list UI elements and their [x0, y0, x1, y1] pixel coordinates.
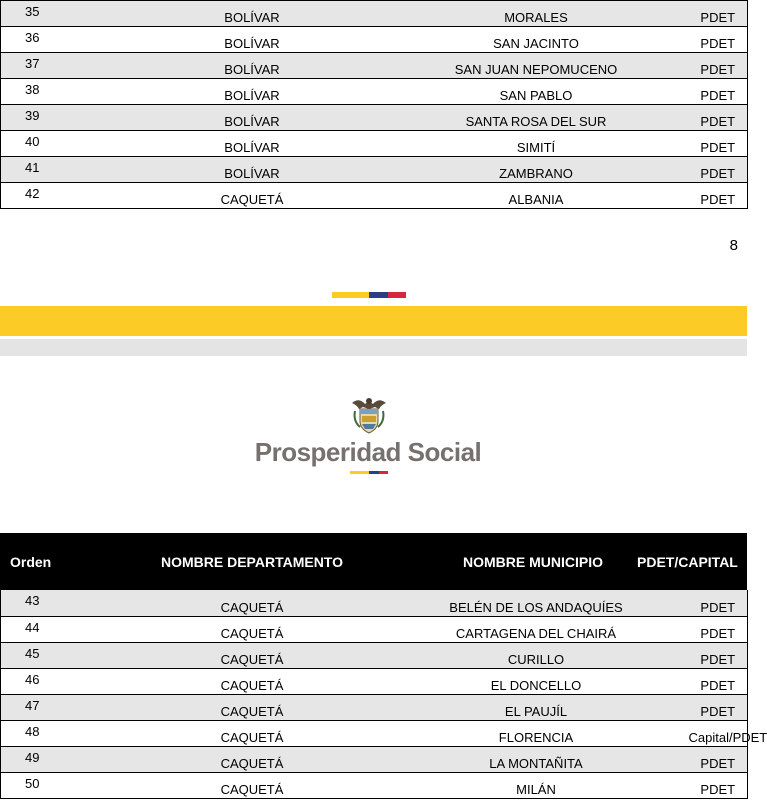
municipio-cell: EL PAUJÍL: [384, 694, 689, 720]
tipo-cell: PDET: [689, 131, 748, 157]
municipio-cell: ZAMBRANO: [384, 157, 689, 183]
tipo-cell: PDET: [689, 772, 748, 798]
table-row: [1, 616, 748, 642]
orden-cell: 39: [1, 105, 121, 131]
tipo-cell: PDET: [689, 616, 748, 642]
logo-text: Prosperidad Social: [254, 437, 482, 467]
orden-cell: 49: [1, 746, 121, 772]
departamento-cell: CAQUETÁ: [121, 746, 384, 772]
tipo-cell: PDET: [689, 79, 748, 105]
table-top-body: [1, 1, 748, 209]
tipo-cell: PDET: [689, 590, 748, 616]
table-row: [1, 1, 748, 27]
flag-yellow: [332, 292, 369, 298]
orden-cell: 46: [1, 668, 121, 694]
municipio-cell: SAN PABLO: [384, 79, 689, 105]
municipio-cell: BELÉN DE LOS ANDAQUÍES: [384, 590, 689, 616]
table-row: [1, 720, 748, 746]
tipo-cell: PDET: [689, 53, 748, 79]
municipio-cell: SAN JACINTO: [384, 27, 689, 53]
municipio-cell: EL DONCELLO: [384, 668, 689, 694]
orden-cell: 41: [1, 157, 121, 183]
flag-yellow: [350, 471, 369, 474]
header-tipo: PDET/CAPITAL: [637, 554, 738, 570]
municipality-table-top: [0, 0, 748, 209]
orden-cell: 48: [1, 720, 121, 746]
table-row: [1, 642, 748, 668]
tipo-cell: PDET: [689, 746, 748, 772]
municipio-cell: ALBANIA: [384, 183, 689, 209]
table-row: [1, 79, 748, 105]
municipio-cell: FLORENCIA: [384, 720, 689, 746]
header-band-yellow: [0, 306, 747, 336]
flag-red: [379, 471, 388, 474]
departamento-cell: CAQUETÁ: [121, 590, 384, 616]
municipio-cell: SAN JUAN NEPOMUCENO: [384, 53, 689, 79]
departamento-cell: CAQUETÁ: [121, 694, 384, 720]
table-row: [1, 694, 748, 720]
table-row: [1, 746, 748, 772]
header-orden: Orden: [10, 554, 52, 570]
orden-cell: 44: [1, 616, 121, 642]
logo-flag-stripe: [350, 471, 388, 474]
departamento-cell: CAQUETÁ: [121, 183, 384, 209]
orden-cell: 42: [1, 183, 121, 209]
orden-cell: 40: [1, 131, 121, 157]
table-row: [1, 27, 748, 53]
page-number: 8: [729, 237, 738, 254]
departamento-cell: CAQUETÁ: [121, 668, 384, 694]
tipo-cell: Capital/PDET: [689, 720, 748, 746]
municipio-cell: SIMITÍ: [384, 131, 689, 157]
tipo-cell: PDET: [689, 157, 748, 183]
table-header: [0, 533, 747, 590]
orden-cell: 36: [1, 27, 121, 53]
departamento-cell: CAQUETÁ: [121, 772, 384, 798]
municipio-cell: SANTA ROSA DEL SUR: [384, 105, 689, 131]
table-row: [1, 105, 748, 131]
table-row: [1, 131, 748, 157]
departamento-cell: BOLÍVAR: [121, 105, 384, 131]
tipo-cell: PDET: [689, 183, 748, 209]
municipio-cell: MILÁN: [384, 772, 689, 798]
table-row: [1, 183, 748, 209]
table-row: [1, 157, 748, 183]
tipo-cell: PDET: [689, 668, 748, 694]
orden-cell: 43: [1, 590, 121, 616]
tipo-cell: PDET: [689, 105, 748, 131]
table-row: [1, 590, 748, 616]
municipio-cell: MORALES: [384, 1, 689, 27]
flag-blue: [369, 292, 388, 298]
departamento-cell: CAQUETÁ: [121, 720, 384, 746]
table-bottom-body: [1, 590, 767, 798]
flag-red: [388, 292, 406, 298]
departamento-cell: BOLÍVAR: [121, 131, 384, 157]
orden-cell: 35: [1, 1, 121, 27]
flag-blue: [369, 471, 379, 474]
tipo-cell: PDET: [689, 642, 748, 668]
departamento-cell: BOLÍVAR: [121, 53, 384, 79]
departamento-cell: BOLÍVAR: [121, 157, 384, 183]
municipality-table-bottom: [0, 590, 767, 799]
municipio-cell: CURILLO: [384, 642, 689, 668]
header-band-gray: [0, 339, 747, 356]
prosperidad-social-logo: [248, 393, 488, 478]
tipo-cell: PDET: [689, 694, 748, 720]
departamento-cell: CAQUETÁ: [121, 642, 384, 668]
table-row: [1, 772, 748, 798]
flag-stripe: [332, 292, 406, 298]
table-row: [1, 668, 748, 694]
header-departamento: NOMBRE DEPARTAMENTO: [161, 554, 343, 570]
orden-cell: 37: [1, 53, 121, 79]
table-row: [1, 53, 748, 79]
orden-cell: 50: [1, 772, 121, 798]
municipio-cell: CARTAGENA DEL CHAIRÁ: [384, 616, 689, 642]
departamento-cell: CAQUETÁ: [121, 616, 384, 642]
departamento-cell: BOLÍVAR: [121, 27, 384, 53]
header-municipio: NOMBRE MUNICIPIO: [463, 554, 603, 570]
municipio-cell: LA MONTAÑITA: [384, 746, 689, 772]
orden-cell: 47: [1, 694, 121, 720]
departamento-cell: BOLÍVAR: [121, 79, 384, 105]
departamento-cell: BOLÍVAR: [121, 1, 384, 27]
tipo-cell: PDET: [689, 27, 748, 53]
coat-of-arms-icon: [349, 395, 389, 435]
tipo-cell: PDET: [689, 1, 748, 27]
orden-cell: 45: [1, 642, 121, 668]
orden-cell: 38: [1, 79, 121, 105]
